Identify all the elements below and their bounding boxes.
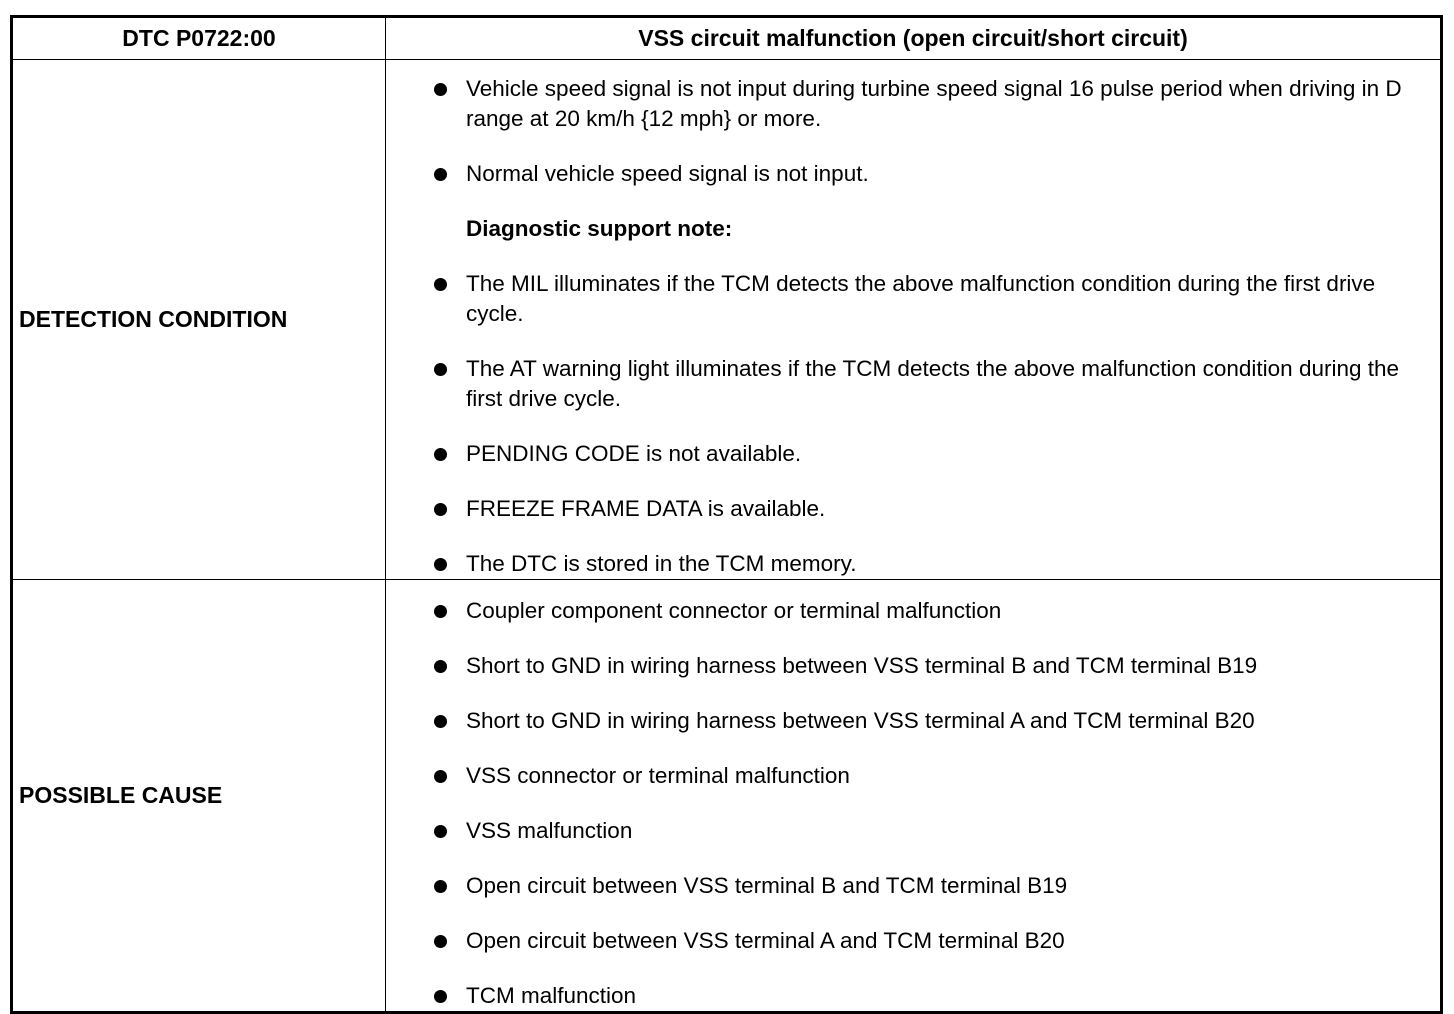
list-item: VSS connector or terminal malfunction <box>386 761 1440 791</box>
dtc-title: VSS circuit malfunction (open circuit/short circuit) <box>386 17 1442 60</box>
detection-condition-label: DETECTION CONDITION <box>12 60 386 580</box>
bullet-icon <box>434 558 447 571</box>
bullet-icon <box>434 168 447 181</box>
bullet-icon <box>434 825 447 838</box>
list-item: Open circuit between VSS terminal A and TCM terminal B20 <box>386 926 1440 956</box>
list-item: Short to GND in wiring harness between VSS terminal B and TCM terminal B19 <box>386 651 1440 681</box>
list-item: The DTC is stored in the TCM memory. <box>386 549 1440 579</box>
dtc-table <box>10 15 1443 1014</box>
bullet-icon <box>434 605 447 618</box>
list-item: The MIL illuminates if the TCM detects the above malfunction condition during the first drive cycle. <box>386 269 1440 329</box>
diagnostic-support-note-heading: Diagnostic support note: <box>466 216 733 241</box>
list-item: Coupler component connector or terminal malfunction <box>386 596 1440 626</box>
possible-cause-content <box>386 580 1442 1013</box>
detection-condition-list <box>386 67 1440 579</box>
bullet-icon <box>434 503 447 516</box>
bullet-icon <box>434 278 447 291</box>
list-item: FREEZE FRAME DATA is available. <box>386 494 1440 524</box>
bullet-icon <box>434 83 447 96</box>
possible-cause-list <box>386 588 1440 1011</box>
detection-condition-content <box>386 60 1442 580</box>
bullet-icon <box>434 660 447 673</box>
list-item: TCM malfunction <box>386 981 1440 1011</box>
bullet-icon <box>434 990 447 1003</box>
dtc-code: DTC P0722:00 <box>12 17 386 60</box>
list-item: VSS malfunction <box>386 816 1440 846</box>
list-item: Open circuit between VSS terminal B and TCM terminal B19 <box>386 871 1440 901</box>
header-row <box>12 17 1442 60</box>
list-item: Normal vehicle speed signal is not input. <box>386 159 1440 189</box>
bullet-icon <box>434 935 447 948</box>
list-item: The AT warning light illuminates if the TCM detects the above malfunction condition during the first drive cycle. <box>386 354 1440 414</box>
possible-cause-label: POSSIBLE CAUSE <box>12 580 386 1013</box>
bullet-icon <box>434 448 447 461</box>
list-item: PENDING CODE is not available. <box>386 439 1440 469</box>
bullet-icon <box>434 770 447 783</box>
bullet-icon <box>434 715 447 728</box>
list-item: Vehicle speed signal is not input during turbine speed signal 16 pulse period when driving in D range at 20 km/h {12 mph} or more. <box>386 74 1440 134</box>
bullet-icon <box>434 363 447 376</box>
list-item: Short to GND in wiring harness between VSS terminal A and TCM terminal B20 <box>386 706 1440 736</box>
bullet-icon <box>434 880 447 893</box>
possible-cause-row <box>12 580 1442 1013</box>
detection-condition-row <box>12 60 1442 580</box>
